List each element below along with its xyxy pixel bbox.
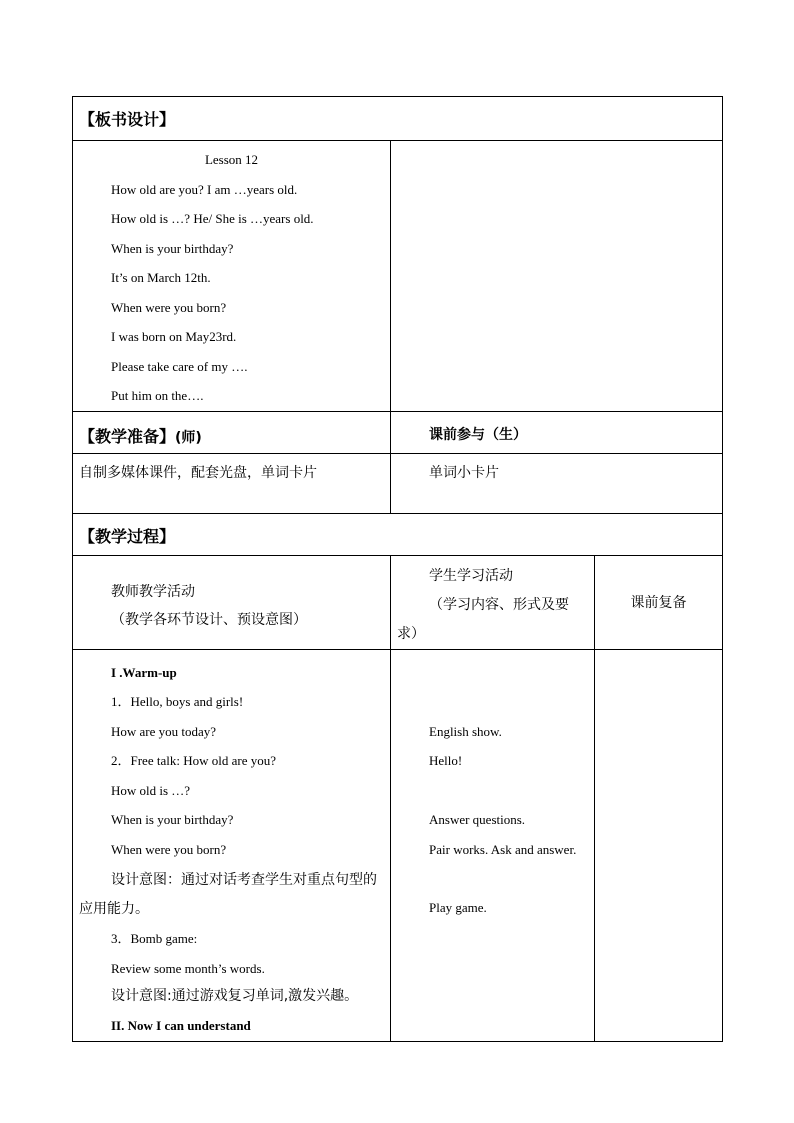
teacher-line: 1．Hello, boys and girls! <box>111 694 244 709</box>
lesson-plan-table <box>72 96 723 1042</box>
board-line: Please take care of my …. <box>111 358 248 374</box>
board-line: How old are you? I am …years old. <box>111 181 298 197</box>
pre-class-review-header: 课前复备 <box>595 555 723 649</box>
teacher-prep-heading <box>73 411 391 453</box>
teacher-activity-content <box>73 649 391 1041</box>
student-activity-subtitle: （学习内容、形式及要求） <box>397 596 569 642</box>
section-warm-up: I .Warm-up <box>111 664 177 680</box>
teacher-activity-title: 教师教学活动 <box>111 583 195 600</box>
student-line: Play game. <box>429 900 487 915</box>
teacher-line: How old is …? <box>111 782 191 798</box>
teacher-activity-header <box>73 555 391 649</box>
pre-class-review-cell <box>595 649 723 1041</box>
teacher-prep-suffix: (师) <box>175 429 202 446</box>
teacher-line: Review some month’s words. <box>111 960 265 976</box>
board-line: I was born on May23rd. <box>111 329 237 344</box>
board-line: How old is …? He/ She is …years old. <box>111 211 314 226</box>
student-prep-content: 单词小卡片 <box>391 453 723 513</box>
design-intent-note: 设计意图：通过对话考查学生对重点句型的应用能力。 <box>79 872 377 917</box>
student-activity-title: 学生学习活动 <box>429 567 513 584</box>
teacher-line: How are you today? <box>111 723 217 739</box>
teacher-line: When is your birthday? <box>111 812 234 827</box>
student-line: Answer questions. <box>429 812 526 827</box>
teacher-line: 3．Bomb game: <box>111 931 198 946</box>
board-line: It’s on March 12th. <box>111 270 211 285</box>
teacher-line: When were you born? <box>111 841 227 857</box>
student-activity-header <box>391 555 595 649</box>
section-now-i-can-understand: II. Now I can understand <box>111 1018 251 1033</box>
board-line: When were you born? <box>111 299 227 315</box>
board-line: Put him on the…. <box>111 388 204 403</box>
design-intent-note: 设计意图:通过游戏复习单词,激发兴趣。 <box>111 988 359 1004</box>
teacher-prep-content: 自制多媒体课件，配套光盘，单词卡片 <box>73 453 391 513</box>
board-design-blank-cell <box>391 141 723 412</box>
student-line: Hello! <box>429 753 463 768</box>
student-line: English show. <box>429 723 502 739</box>
student-prep-heading: 课前参与（生） <box>391 411 723 453</box>
board-design-content <box>73 141 391 412</box>
board-line: When is your birthday? <box>111 240 234 256</box>
board-design-heading: 【板书设计】 <box>73 97 723 141</box>
teacher-line: 2．Free talk: How old are you? <box>111 753 276 768</box>
teacher-activity-subtitle: （教学各环节设计、预设意图） <box>111 611 307 628</box>
teacher-prep-title: 【教学准备】 <box>79 426 176 446</box>
board-line: Lesson 12 <box>204 152 259 167</box>
student-line: Pair works. Ask and answer. <box>429 841 577 857</box>
process-heading: 【教学过程】 <box>73 513 723 555</box>
student-activity-content <box>391 649 595 1041</box>
